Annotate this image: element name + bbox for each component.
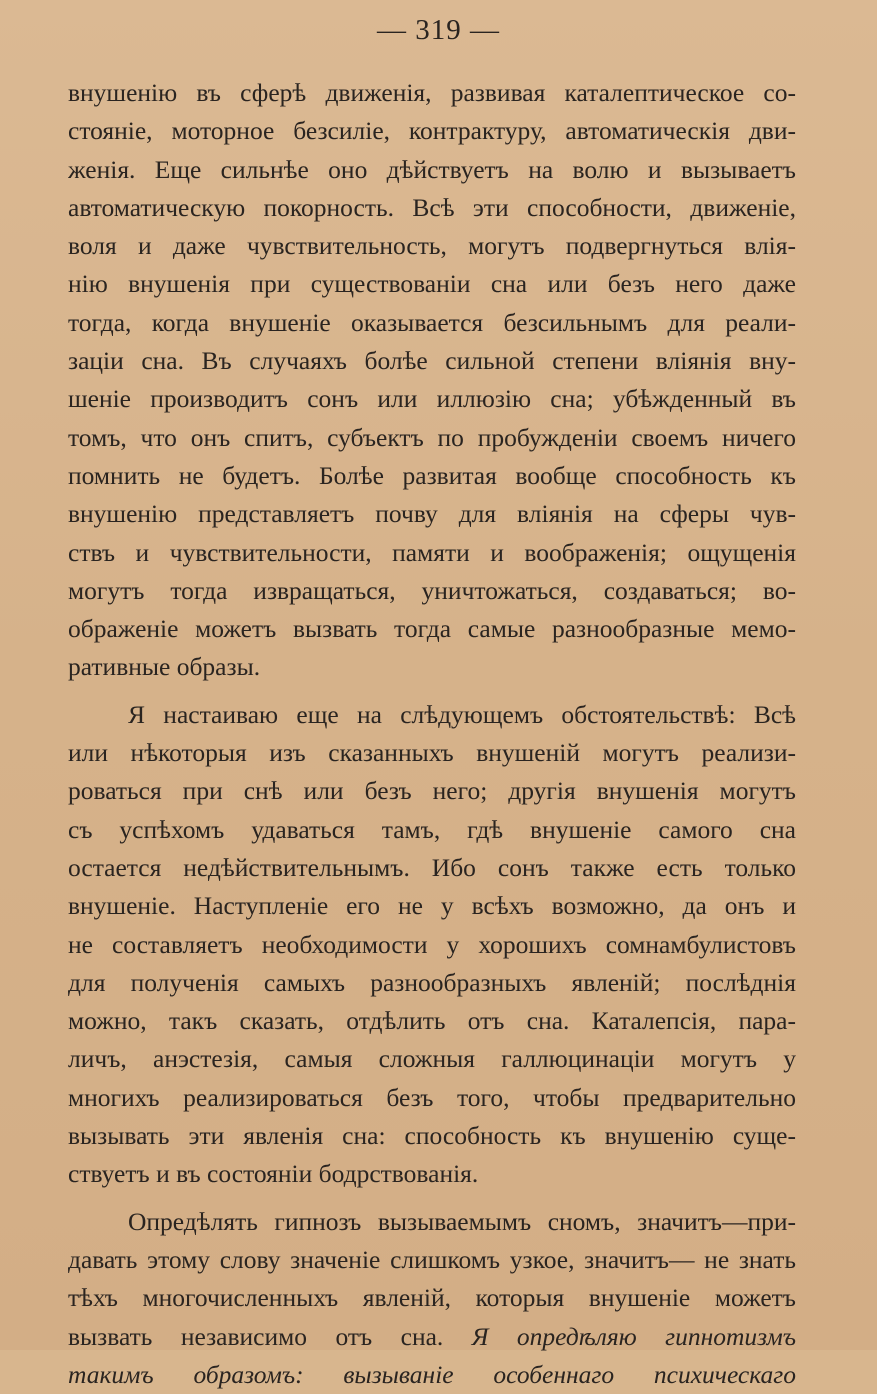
text-line: автоматическую покорность. Всѣ эти способности, движеніе, — [68, 192, 796, 222]
paragraph-2 — [68, 696, 796, 1194]
text-line: внушеніе. Наступленіе его не у всѣхъ возможно, да онъ и — [68, 891, 796, 921]
text-line: тѣхъ многочисленныхъ явленій, которыя внушеніе можетъ — [68, 1283, 796, 1313]
text-body — [68, 74, 796, 1394]
text-line: ствъ и чувствительности, памяти и воображенія; ощущенія — [68, 537, 796, 567]
italic-text-run: Я опредѣляю гипнотизмъ — [471, 1321, 796, 1351]
text-line: или нѣкоторыя изъ сказанныхъ внушеній могутъ реализи- — [68, 738, 796, 768]
text-line: воля и даже чувствительность, могутъ подвергнуться влія- — [68, 231, 796, 261]
text-line: внушенію въ сферѣ движенія, развивая каталептическое со- — [68, 78, 796, 107]
paragraph-3 — [68, 1203, 796, 1394]
text-line: тогда, когда внушеніе оказывается безсильнымъ для реали- — [68, 307, 796, 337]
italic-text-line: такимъ образомъ: вызываніе особеннаго психическаго — [68, 1359, 796, 1389]
text-line: ображеніе можетъ вызвать тогда самые разнообразные мемо- — [68, 614, 796, 644]
text-line: шеніе производитъ сонъ или иллюзію сна; убѣжденный въ — [68, 384, 796, 414]
text-line: многихъ реализироваться безъ того, чтобы предварительно — [68, 1082, 796, 1112]
text-line: остается недѣйствительнымъ. Ибо сонъ также есть только — [68, 852, 796, 882]
text-line: для полученія самыхъ разнообразныхъ явленій; послѣднія — [68, 967, 796, 997]
text-line: ствуетъ и въ состояніи бодрствованія. — [68, 1159, 479, 1189]
text-line: внушенію представляетъ почву для вліянія на сферы чув- — [68, 499, 796, 529]
text-line: личъ, анэстезія, самыя сложныя галлюцинаціи могутъ у — [68, 1044, 796, 1074]
text-line: Я настаиваю еще на слѣдующемъ обстоятельствѣ: Всѣ — [128, 699, 796, 729]
text-line: можно, такъ сказать, отдѣлить отъ сна. Каталепсія, пара- — [68, 1006, 796, 1036]
text-line: не составляетъ необходимости у хорошихъ сомнамбулистовъ — [68, 929, 796, 959]
text-line: стояніе, моторное безсиліе, контрактуру, автоматическія дви- — [68, 116, 796, 146]
text-line — [68, 1318, 796, 1356]
paragraph-gap — [68, 687, 796, 696]
text-line: давать этому слову значеніе слишкомъ узкое, значитъ— не знать — [68, 1244, 796, 1274]
text-line: могутъ тогда извращаться, уничтожаться, создаваться; во- — [68, 575, 796, 605]
plain-text-run: вызвать независимо отъ сна. — [68, 1321, 472, 1351]
page-number: — 319 — — [377, 14, 500, 46]
text-line: съ успѣхомъ удаваться тамъ, гдѣ внушеніе самого сна — [68, 814, 796, 844]
text-line: вызывать эти явленія сна: способность къ внушенію суще- — [68, 1121, 796, 1151]
text-line: томъ, что онъ спитъ, субъектъ по пробужденіи своемъ ничего — [68, 422, 796, 452]
text-line: женія. Еще сильнѣе оно дѣйствуетъ на волю и вызываетъ — [68, 154, 796, 184]
text-line: роваться при снѣ или безъ него; другія внушенія могутъ — [68, 776, 796, 806]
paragraph-gap — [68, 1194, 796, 1203]
text-line: заціи сна. Въ случаяхъ болѣе сильной степени вліянія вну- — [68, 346, 796, 376]
paragraph-1 — [68, 74, 796, 687]
text-line: нію внушенія при существованіи сна или безъ него даже — [68, 269, 796, 299]
text-line: помнить не будетъ. Болѣе развитая вообще способность къ — [68, 460, 796, 490]
text-line: Опредѣлять гипнозъ вызываемымъ сномъ, значитъ—при- — [128, 1206, 796, 1236]
text-line: ративные образы. — [68, 652, 261, 682]
